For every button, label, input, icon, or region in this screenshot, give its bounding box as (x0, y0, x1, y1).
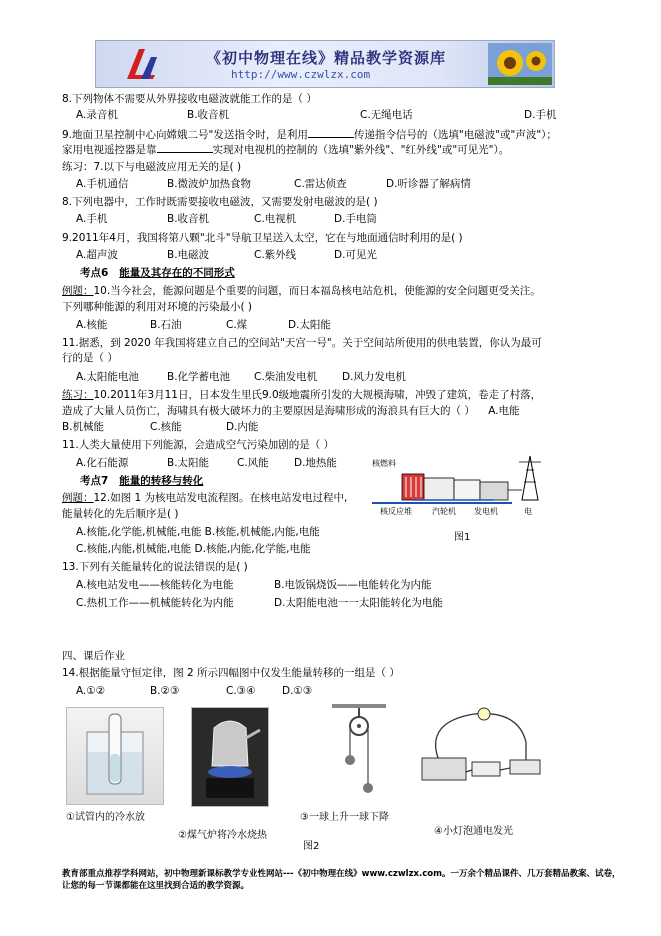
q14-option-a: A.①② (76, 685, 106, 697)
question-8b: 8.下列电器中，工作时既需要接收电磁波，又需要发射电磁波的是( ) (62, 196, 378, 208)
fig2-caption: 图2 (303, 841, 320, 852)
q10-text-1: 10.当今社会，能源问题是个重要的问题，而日本福岛核电站危机，使能源的安全问题更受关注。 (93, 285, 541, 297)
ex10-text-2: 造成了大量人员伤亡，海啸具有极大破坏力的主要原因是海啸形成的海浪具有巨大的（ ） (62, 405, 475, 417)
q9a-text-1b: 传递指令信号的（选填"电磁波"或"声波"）； (353, 129, 557, 141)
question-14: 14.根据能量守恒定律，图 2 所示四幅图中仅发生能量转移的一组是（ ） (62, 667, 400, 679)
q14-option-c: C.③④ (226, 685, 256, 697)
fig2-caption-2: ②煤气炉将冷水烧热 (178, 830, 267, 841)
q11b-option-b: B.太阳能 (167, 457, 210, 469)
q9b-option-d: D.可见光 (334, 249, 377, 261)
q12-option-ab: A.核能,化学能,机械能,电能 B.核能,机械能,内能,电能 (76, 526, 320, 538)
q8b-option-b: B.收音机 (167, 213, 210, 225)
fig2-caption-4: ④小灯泡通电发光 (434, 826, 513, 837)
q13-option-c: C.热机工作——机械能转化为内能 (76, 597, 234, 609)
question-9a-line1 (62, 127, 557, 142)
q13-option-a: A.核电站发电——核能转化为电能 (76, 579, 234, 591)
blank-1 (308, 127, 354, 138)
q11b-option-c: C.风能 (237, 457, 269, 469)
question-11-line1: 11.据悉，到 2020 年我国将建立自己的空间站"天宫一号"。关于空间站所使用的供电装置，你认为最可 (62, 337, 542, 349)
q12-prefix: 例题： (62, 492, 94, 504)
q10-option-c: C.煤 (226, 319, 248, 331)
q14-option-d: D.①③ (282, 685, 313, 697)
kettle-icon (192, 708, 268, 806)
fig1-caption: 图1 (454, 532, 471, 543)
q8-option-d: D.手机 (524, 109, 557, 121)
q11-option-a: A.太阳能电池 (76, 371, 139, 383)
ex10-option-d: D.内能 (226, 421, 259, 433)
sunflower-icon (488, 43, 552, 85)
ex10-option-b: B.机械能 (62, 421, 105, 433)
header-banner (95, 40, 555, 88)
q8b-option-c: C.电视机 (254, 213, 297, 225)
q8-option-c: C.无绳电话 (360, 109, 413, 121)
banner-url: http://www.czwlzx.com (231, 68, 371, 81)
question-9b: 9.2011年4月，我国将第八颗"北斗"导航卫星送入太空，它在与地面通信时利用的是( ) (62, 232, 463, 244)
question-10-line2: 下列哪种能源的利用对环境的污染最小( ) (62, 301, 253, 313)
fig1-label-turbine: 汽轮机 (432, 507, 456, 516)
fig1-label-electricity: 电 (524, 507, 532, 516)
q10-prefix: 例题： (62, 285, 94, 297)
q9a-text-1: 9.地面卫星控制中心向嫦娥二号"发送指令时，是利用 (62, 129, 308, 141)
fig1-label-generator: 发电机 (474, 507, 498, 516)
fig1-label-fuel: 核燃料 (372, 459, 396, 468)
q11-option-b: B.化学蓄电池 (167, 371, 231, 383)
ex7-option-c: C.雷达侦查 (294, 178, 347, 190)
exercise-7: 练习：7.以下与电磁波应用无关的是( ) (62, 161, 242, 173)
fig2-image-1-beaker (66, 707, 164, 805)
fig2-image-3-pulley (328, 702, 390, 802)
banner-title: 《初中物理在线》精品教学资源库 (206, 49, 447, 67)
ex7-option-a: A.手机通信 (76, 178, 129, 190)
q13-option-d: D.太阳能电池一一太阳能转化为电能 (274, 597, 443, 609)
section-4-title: 四、课后作业 (62, 650, 125, 662)
q13-option-b: B.电饭锅烧饭——电能转化为内能 (274, 579, 432, 591)
q10-option-a: A.核能 (76, 319, 108, 331)
q11-option-c: C.柴油发电机 (254, 371, 318, 383)
q9b-option-b: B.电磁波 (167, 249, 210, 261)
exercise-10-line1 (62, 388, 541, 402)
q12-option-cd: C.核能,内能,机械能,电能 D.核能,内能,化学能,电能 (76, 543, 311, 555)
q10-option-d: D.太阳能 (288, 319, 331, 331)
blank-2 (157, 142, 213, 153)
beaker-icon (67, 708, 163, 804)
ex10-option-c: C.核能 (150, 421, 182, 433)
fig2-caption-1: ①试管内的冷水放 (66, 812, 145, 823)
q11b-option-d: D.地热能 (294, 457, 337, 469)
fig2-image-4-circuit (418, 702, 544, 802)
q8-option-b: B.收音机 (187, 109, 230, 121)
question-8: 8.下列物体不需要从外界接收电磁波就能工作的是（ ） (62, 93, 317, 105)
question-11b: 11.人类大量使用下列能源，会造成空气污染加剧的是（ ） (62, 439, 335, 451)
question-10-line1 (62, 284, 541, 298)
ex7-option-b: B.微波炉加热食物 (167, 178, 252, 190)
section-kp7 (80, 474, 203, 488)
q8-option-a: A.录音机 (76, 109, 118, 121)
q11b-option-a: A.化石能源 (76, 457, 129, 469)
question-13: 13.下列有关能量转化的说法错误的是( ) (62, 561, 248, 573)
fig2-caption-3: ③一球上升一球下降 (300, 812, 389, 823)
q12-text-1: 12.如图 1 为核电站发电流程图。在核电站发电过程中, (93, 492, 348, 504)
fig1-label-reactor: 核反应堆 (380, 507, 412, 516)
q14-option-b: B.②③ (150, 685, 180, 697)
bulb-circuit-icon (418, 702, 544, 802)
fig2-image-2-gas-stove (191, 707, 269, 807)
question-12-line1 (62, 491, 347, 505)
q9a-text-2: 家用电视遥控器是靠 (62, 144, 157, 156)
kp6-label: 考点6 (80, 267, 109, 279)
kp6-title: 能量及其存在的不同形式 (119, 267, 235, 279)
question-12-line2: 能量转化的先后顺序是( ) (62, 508, 179, 520)
pulley-icon (328, 702, 390, 802)
site-logo-icon (121, 45, 161, 83)
q10-option-b: B.石油 (150, 319, 182, 331)
q9b-option-c: C.紫外线 (254, 249, 297, 261)
question-9a-line2 (62, 142, 509, 157)
question-11-line2: 行的是（ ） (62, 352, 118, 364)
kp7-label: 考点7 (80, 475, 109, 487)
q9b-option-a: A.超声波 (76, 249, 118, 261)
kp7-title: 能量的转移与转化 (119, 475, 204, 487)
ex10-prefix: 练习： (62, 389, 94, 401)
ex10-text-1: 10.2011年3月11日，日本发生里氏9.0级地震所引发的大规模海啸，冲毁了建筑，卷走了村落， (93, 389, 542, 401)
exercise-10-line2 (62, 404, 520, 418)
q9a-text-2b: 实现对电视机的控制的（选填"紫外线"、"红外线"或"可见光"）。 (212, 144, 510, 156)
ex7-option-d: D.听诊器了解病情 (386, 178, 471, 190)
page-footer: 教育部重点推荐学科网站，初中物理新课标教学专业性网站---《初中物理在线》www.czwlzx.com。一万余个精品课件、几万套精品教案、试卷，让您的每一节课都能在这里找到合适的教学资源。 (62, 869, 621, 891)
section-kp6 (80, 266, 235, 280)
q8b-option-a: A.手机 (76, 213, 108, 225)
q8b-option-d: D.手电筒 (334, 213, 377, 225)
ex10-option-a: A.电能 (488, 405, 520, 417)
q11-option-d: D.风力发电机 (342, 371, 406, 383)
